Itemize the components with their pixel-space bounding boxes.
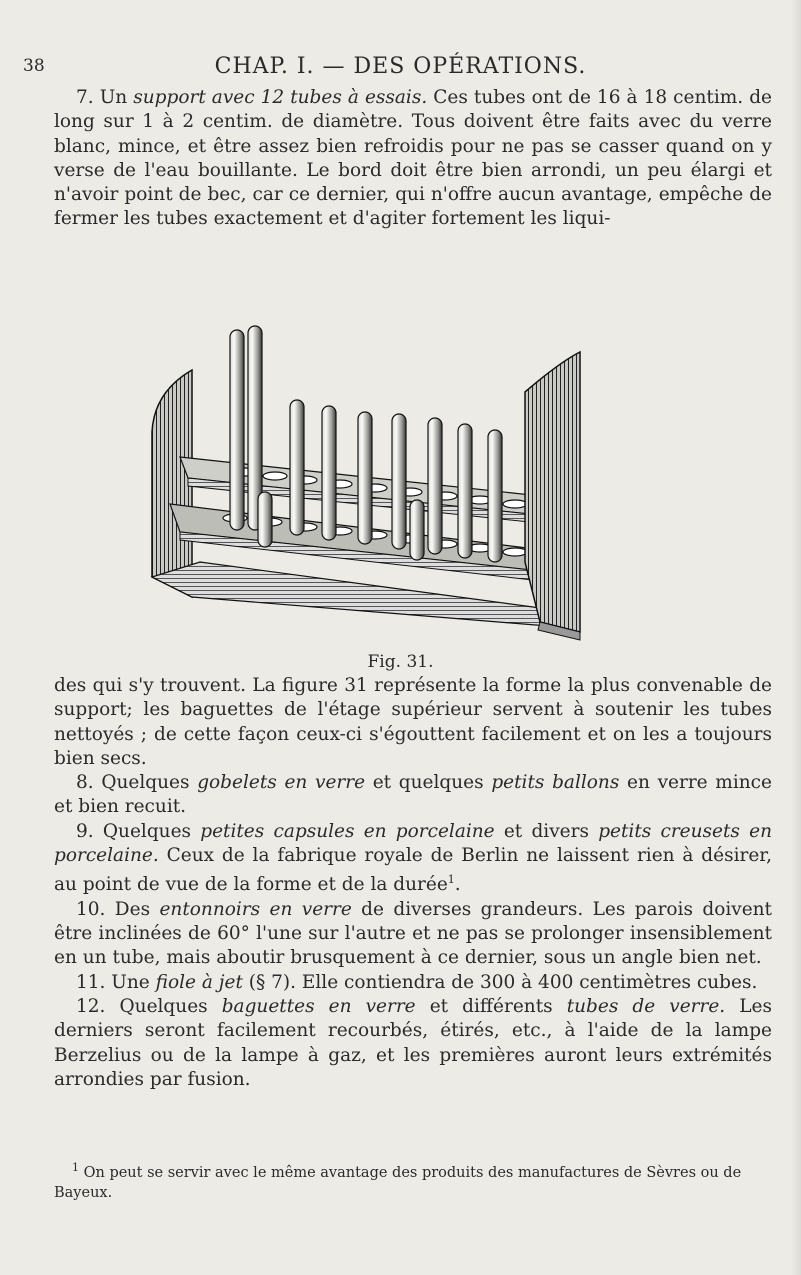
text-run: et divers	[494, 820, 599, 842]
italic-run: support avec 12 tubes à essais.	[133, 87, 428, 108]
footnote	[54, 1158, 772, 1203]
text-run: Les derniers seront facilement recourbés, étirés, etc., à l'aide de la lampe Berzelius ou de la lampe à gaz, et les premières auront leurs extrémités arrondies par fusion.	[54, 996, 772, 1090]
page-edge-shadow	[791, 0, 801, 1275]
text-run: et quelques	[365, 772, 492, 794]
italic-run: tubes de verre.	[566, 996, 726, 1018]
paragraph	[54, 898, 772, 971]
figure-caption: Fig. 31.	[367, 652, 434, 672]
italic-run: petits creusets en porcelaine.	[54, 820, 772, 867]
paragraph	[54, 771, 772, 820]
footnote-marker: 1	[72, 1161, 79, 1174]
text-run: (§ 7). Elle contiendra de 300 à 400 centimètres cubes.	[242, 971, 758, 993]
text-run: Ces tubes ont de 16 à 18 centim. de long sur 1 à 2 centim. de diamètre. Tous doivent être faits avec du verre blanc, mince, et être assez bien refroidis pour ne pas se casser quand on y verse de l'eau bouillante. Le bord doit être bien arrondi, un peu élargi et n'avoir point de bec, car ce dernier, qui n'offre aucun avantage, empêche de fermer les tubes exactement et d'agiter fortement les liqui-	[54, 87, 772, 230]
italic-run: petites capsules en porcelaine	[200, 820, 495, 842]
paragraph-block-bottom	[54, 674, 772, 1092]
italic-run: gobelets en verre	[197, 772, 366, 794]
text-run: 8. Quelques	[76, 772, 198, 794]
text-run: 7. Un	[76, 87, 134, 108]
running-head: CHAP. I. — DES OPÉRATIONS.	[214, 54, 587, 79]
paragraph	[54, 86, 772, 232]
paragraph	[54, 820, 772, 898]
text-run: 10. Des	[76, 898, 160, 920]
test-tube-rack-illustration	[140, 322, 610, 644]
footnote-text: On peut se servir avec le même avantage des produits des manufactures de Sèvres ou de Bayeux.	[54, 1164, 742, 1201]
italic-run: baguettes en verre	[221, 996, 416, 1018]
paragraph	[54, 971, 772, 995]
text-run: 9. Quelques	[76, 820, 201, 842]
text-run: des qui s'y trouvent. La figure 31 représente la forme la plus convenable de support; les baguettes de l'étage supérieur servent à soutenir les tubes nettoyés ; de cette façon ceux-ci s'égouttent facilement et on les a toujours bien secs.	[54, 675, 772, 769]
text-run: .	[454, 874, 461, 896]
paragraph	[54, 674, 772, 771]
page-number: 38	[23, 56, 45, 76]
paragraph	[54, 995, 772, 1092]
text-run: Ceux de la fabrique royale de Berlin ne laissent rien à désirer, au point de vue de la forme et de la durée	[54, 845, 772, 896]
paragraph-block-top	[54, 86, 772, 232]
text-run: et différents	[415, 996, 567, 1018]
italic-run: fiole à jet	[155, 971, 243, 993]
text-run: 11. Une	[76, 971, 156, 993]
italic-run: entonnoirs en verre	[159, 898, 352, 920]
text-run: 12. Quelques	[76, 996, 222, 1018]
italic-run: petits ballons	[491, 772, 620, 794]
text-run: en verre mince et bien recuit.	[54, 772, 772, 818]
text-run: de diverses grandeurs. Les parois doivent être inclinées de 60° l'une sur l'autre et ne pas se prolonger insensiblement en un tube, mais aboutir brusquement à ce dernier, sous un angle bien net.	[54, 898, 772, 969]
footnote-reference: 1	[447, 873, 455, 887]
